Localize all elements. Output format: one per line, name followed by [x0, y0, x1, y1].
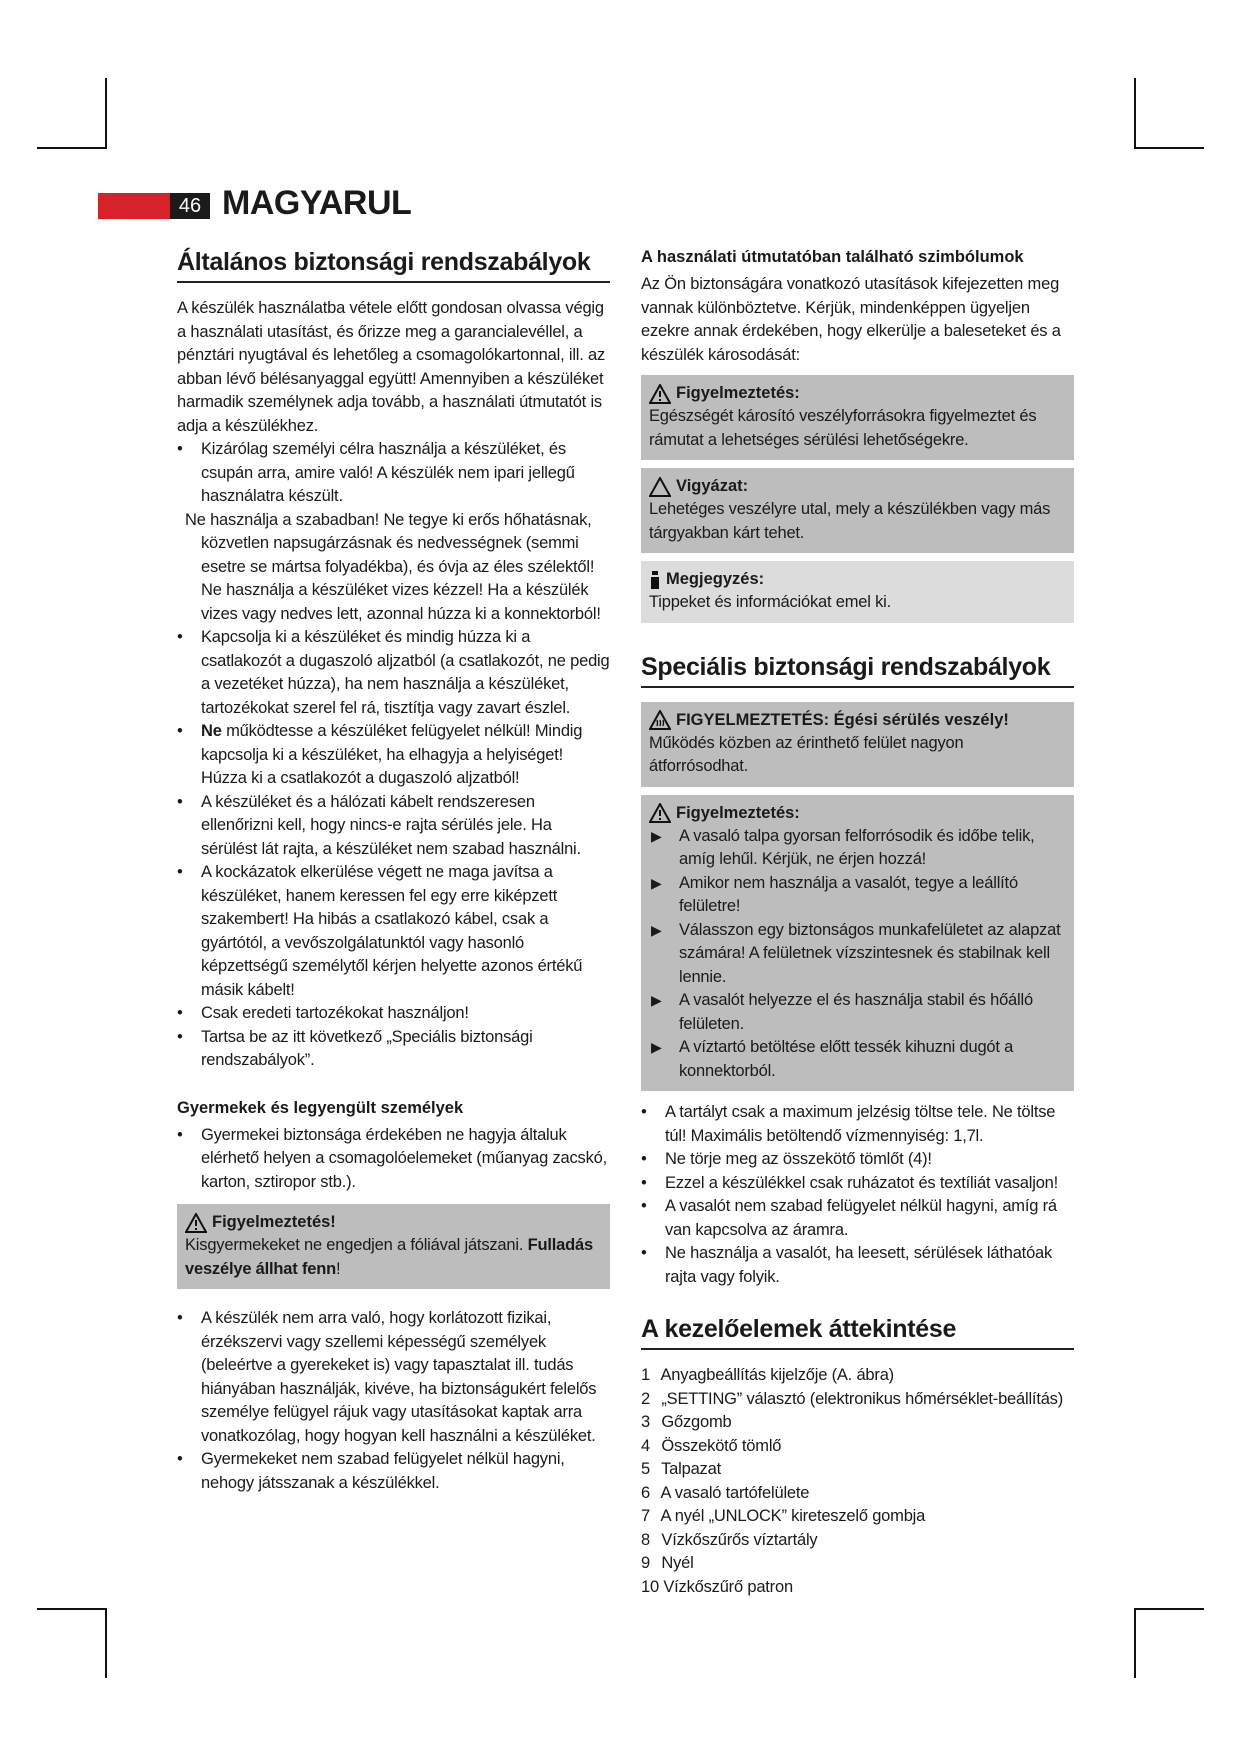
list-item: 3 Gőzgomb	[641, 1413, 732, 1431]
list-item: 2 „SETTING” választó (elektronikus hőmérséklet-beállítás)	[641, 1389, 1064, 1408]
intro-paragraph: A készülék használatba vétele előtt gondosan olvassa végig a használati utasítást, és őrizze meg a garancialevéllel, a pénztári nyugtával és lehetőleg a csomagolókartonnal, ill. az abban lévő bélésanyaggal együtt! Amennyiben a készüléket harmadik személynek adja tovább, a használati útmutatót is adja a készülékhez.	[177, 299, 606, 435]
warning-heading: Figyelmeztetés!	[185, 1211, 602, 1234]
crop-mark	[37, 1608, 107, 1610]
symbol-warning-box: Figyelmeztetés: Egészségét károsító veszélyforrásokra figyelmeztet és rámutat a lehetséges sérülési lehetőségekre.	[641, 375, 1074, 460]
special-safety-list	[641, 1101, 1074, 1289]
list-item: ▶ A víztartó betöltése előtt tessék kihuzni dugót a konnektorból.	[649, 1036, 1066, 1083]
symbol-caution-box: Vigyázat: Lehetéges veszélyre utal, mely a készülékben vagy más tárgyakban kárt tehet.	[641, 468, 1074, 553]
general-safety-title: Általános biztonsági rendszabályok	[177, 248, 610, 283]
iron-warning-box: Figyelmeztetés: ▶ A vasaló talpa gyorsan felforrósodik és időbe telik, amíg lehűl. Kérjük, ne érjen hozzá! ▶ Amikor nem használja a vasalót, tegye a leállító felületre! ▶ Válasszon egy biztonságos munkafelületet az alapzat számára! A felületnek vízszintesnek és stabilnak kell lennie. ▶ A vasalót helyezze el és használja stabil és hőálló felületen. ▶ A víztartó betöltése előtt tessék kihuzni dugót a konnektorból.	[641, 795, 1074, 1092]
crop-mark	[1134, 78, 1136, 148]
children-list	[177, 1124, 610, 1195]
caution-triangle-icon	[649, 477, 671, 497]
general-safety-list	[177, 438, 610, 1073]
list-item: 10 Vízkőszűrő patron	[641, 1577, 793, 1596]
page-number: 46	[170, 193, 210, 219]
list-item: • Csak eredeti tartozékokat használjon!	[177, 1002, 610, 1026]
list-item: ▶ Amikor nem használja a vasalót, tegye a leállító felületre!	[649, 872, 1066, 919]
list-item: 5 Talpazat	[641, 1460, 721, 1478]
list-item: • A készülék nem arra való, hogy korlátozott fizikai, érzékszervi vagy szellemi képességű személyek (beleértve a gyerekeket is) vagy tapasztalat ill. tudás hiányában használják, kivéve, ha biztonságukért felelős személye felügyel rájuk vagy utasításokat kaptak arra vonatkozólag, hogy hogyan kell használni a készüléket.	[177, 1307, 610, 1448]
children-warning-box	[177, 1204, 610, 1289]
list-item: 7 A nyél „UNLOCK” kireteszelő gombja	[641, 1507, 926, 1525]
special-safety-title: Speciális biztonsági rendszabályok	[641, 653, 1074, 688]
list-item: • A kockázatok elkerülése végett ne maga javítsa a készüléket, hanem keressen fel egy erre kiképzett szakembert! Ha hibás a csatlakozó kábel, csak a gyártótól, a vevőszolgálatunktól vagy hasonló képzettségű személytől kérjen helyette azonos értékű másik kábelt!	[177, 861, 610, 1002]
list-item: ▶ Válasszon egy biztonságos munkafelületet az alapzat számára! A felületnek vízszintesnek és stabilnak kell lennie.	[649, 919, 1066, 990]
children-list-2	[177, 1307, 610, 1495]
info-icon	[649, 570, 661, 590]
list-item: • Ne törje meg az összekötő tömlőt (4)!	[641, 1148, 1074, 1172]
list-item: • Ne működtesse a készüléket felügyelet nélkül! Mindig kapcsolja ki a készüléket, ha elhagyja a helyiséget! Húzza ki a csatlakozót a dugaszoló aljzatból!	[177, 720, 610, 791]
list-item: • Kapcsolja ki a készüléket és mindig húzza ki a csatlakozót a dugaszoló aljzatból (a csatlakozót, ne pedig a vezetéket húzza), ha nem használja a készüléket, tartozékokat szerel fel rá, tisztítja vagy zavart észlel.	[177, 626, 610, 720]
list-item: • A készüléket és a hálózati kábelt rendszeresen ellenőrizni kell, hogy nincs-e rajta sérülés jele. Ha sérülést lát rajta, a készüléket nem szabad használni.	[177, 791, 610, 862]
crop-mark	[37, 147, 107, 149]
list-item: Ne használja a szabadban! Ne tegye ki erős hőhatásnak, közvetlen napsugárzásnak és nedvességnek (semmi esetre se mártsa folyadékba), és óvja az éles szélektől! Ne használja a készüléket vizes kézzel! Ha a készülék vizes vagy nedves lett, azonnal húzza ki a konnektorból!	[185, 510, 601, 623]
left-column	[177, 248, 610, 1495]
burn-warning-box: FIGYELMEZTETÉS: Égési sérülés veszély! Működés közben az érinthető felület nagyon átforrósodhat.	[641, 702, 1074, 787]
list-item: 1 Anyagbeállítás kijelzője (A. ábra)	[641, 1366, 894, 1384]
crop-mark	[105, 1608, 107, 1678]
list-item: • Gyermekeket nem szabad felügyelet nélkül hagyni, nehogy játsszanak a készülékkel.	[177, 1448, 610, 1495]
symbols-intro: Az Ön biztonságára vonatkozó utasítások kifejezetten meg vannak különböztetve. Kérjük, mindenképpen ügyeljen ezekre annak érdekében, hogy elkerülje a baleseteket és a készülék károsodását:	[641, 275, 1061, 364]
list-item: • A vasalót nem szabad felügyelet nélkül hagyni, amíg rá van kapcsolva az áramra.	[641, 1195, 1074, 1242]
list-item: • Tartsa be az itt következő „Speciális biztonsági rendszabályok”.	[177, 1026, 610, 1073]
hot-surface-icon	[649, 710, 671, 730]
crop-mark	[1134, 147, 1204, 149]
list-item: 4 Összekötő tömlő	[641, 1436, 782, 1455]
warning-triangle-icon	[649, 384, 671, 404]
warning-text: Kisgyermekeket ne engedjen a fóliával játszani. Fulladás veszélye állhat fenn!	[185, 1236, 593, 1278]
controls-list	[641, 1364, 1074, 1599]
list-item: ▶ A vasalót helyezze el és használja stabil és hőálló felületen.	[649, 989, 1066, 1036]
list-item: • Ne használja a vasalót, ha leesett, sérülések láthatóak rajta vagy folyik.	[641, 1242, 1074, 1289]
list-item: 8 Vízkőszűrős víztartály	[641, 1530, 818, 1549]
crop-mark	[1134, 1608, 1136, 1678]
warning-triangle-icon	[185, 1213, 207, 1233]
language-title: MAGYARUL	[222, 184, 412, 222]
list-item: • Gyermekei biztonsága érdekében ne hagyja általuk elérhető helyen a csomagolóelemeket (műanyag zacskó, karton, sztiropor stb.).	[177, 1124, 610, 1195]
crop-mark	[105, 78, 107, 148]
list-item: ▶ A vasaló talpa gyorsan felforrósodik és időbe telik, amíg lehűl. Kérjük, ne érjen hozzá!	[649, 825, 1066, 872]
list-item: • Kizárólag személyi célra használja a készüléket, és csupán arra, amire való! A készülék nem ipari jellegű használatra készült.	[177, 438, 610, 509]
list-item: • A tartályt csak a maximum jelzésig töltse tele. Ne töltse túl! Maximális betöltendő vízmennyiség: 1,7l.	[641, 1101, 1074, 1148]
symbol-note-box: Megjegyzés: Tippeket és információkat emel ki.	[641, 561, 1074, 623]
children-title: Gyermekek és legyengült személyek	[177, 1098, 464, 1117]
symbols-title: A használati útmutatóban található szimbólumok	[641, 248, 1024, 266]
right-column	[641, 248, 1074, 1599]
iron-warning-list	[649, 825, 1066, 1084]
crop-mark	[1134, 1608, 1204, 1610]
warning-triangle-icon	[649, 803, 671, 823]
list-item: 6 A vasaló tartófelülete	[641, 1483, 810, 1502]
list-item: • Ezzel a készülékkel csak ruházatot és textíliát vasaljon!	[641, 1172, 1074, 1196]
controls-title: A kezelőelemek áttekintése	[641, 1315, 1074, 1350]
list-item: 9 Nyél	[641, 1554, 694, 1572]
